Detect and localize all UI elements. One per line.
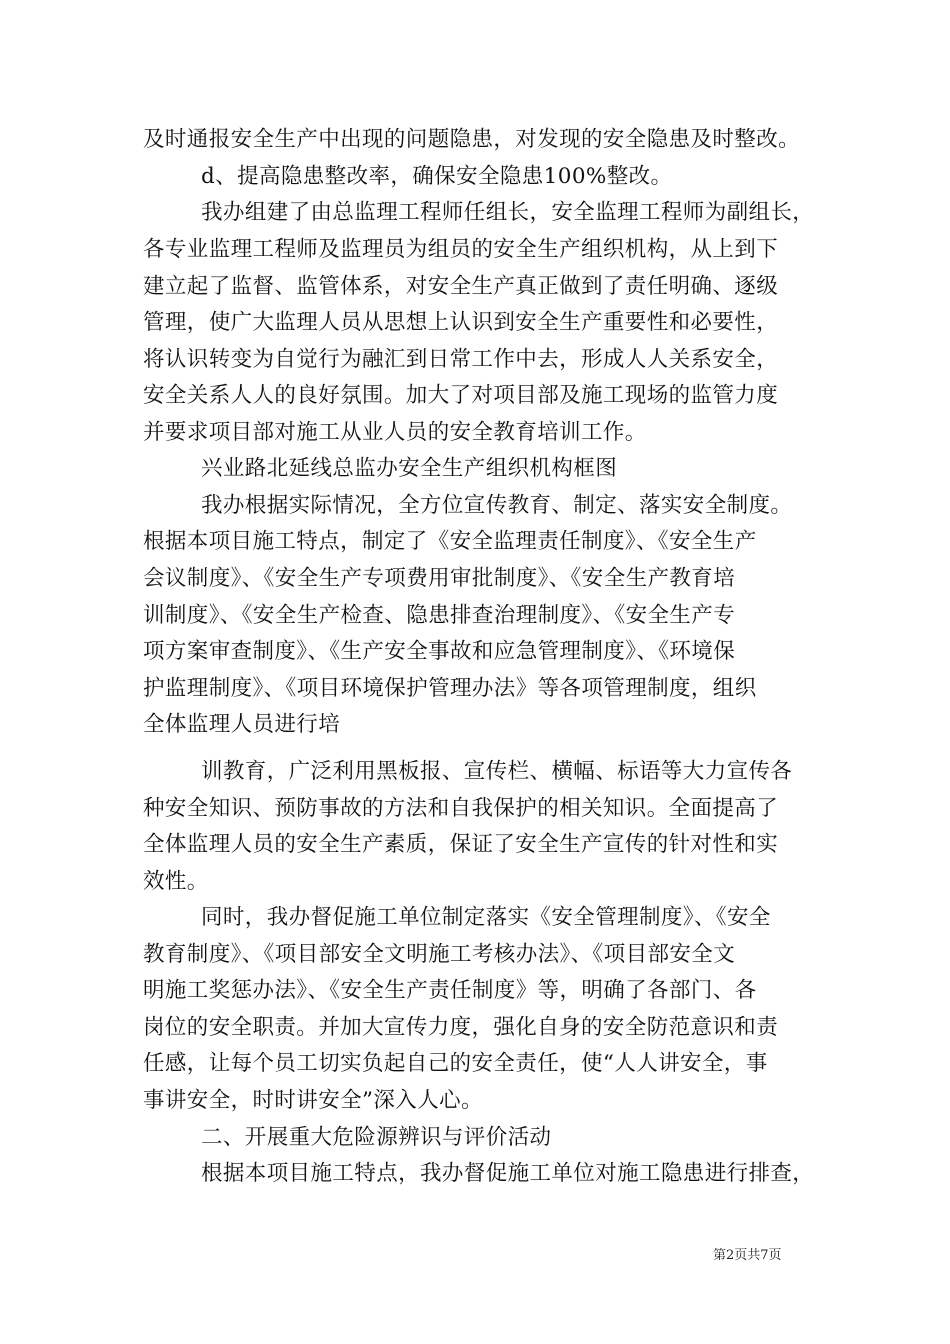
section-heading: 二、开展重大危险源辨识与评价活动 xyxy=(201,1125,552,1150)
text-line: 训制度》、《安全生产检查、隐患排查治理制度》、《安全生产专 xyxy=(143,603,736,628)
text-line: 我办根据实际情况，全方位宣传教育、制定、落实安全制度。 xyxy=(201,493,793,518)
text-line: 全体监理人员的安全生产素质，保证了安全生产宣传的针对性和实 xyxy=(143,832,779,857)
text-line: 各专业监理工程师及监理员为组员的安全生产组织机构，从上到下 xyxy=(143,237,779,262)
page-number-footer: 第2页共7页 xyxy=(713,1248,782,1263)
text-line: 事讲安全，时时讲安全”深入人心。 xyxy=(143,1088,483,1113)
text-line: 建立起了监督、监管体系，对安全生产真正做到了责任明确、逐级 xyxy=(143,274,779,299)
text-line: 根据本项目施工特点，制定了《安全监理责任制度》、《安全生产 xyxy=(143,529,757,554)
text-line: 明施工奖惩办法》、《安全生产责任制度》等，明确了各部门、各 xyxy=(143,978,757,1003)
text-line: 教育制度》、《项目部安全文明施工考核办法》、《项目部安全文 xyxy=(143,942,736,967)
text-line: 护监理制度》、《项目环境保护管理办法》等各项管理制度，组织 xyxy=(143,676,757,701)
text-line: 并要求项目部对施工从业人员的安全教育培训工作。 xyxy=(143,420,647,445)
text-line: 根据本项目施工特点，我办督促施工单位对施工隐患进行排查， xyxy=(201,1161,815,1186)
text-line: 管理，使广大监理人员从思想上认识到安全生产重要性和必要性， xyxy=(143,310,779,335)
text-line: 将认识转变为自觉行为融汇到日常工作中去，形成人人关系安全， xyxy=(143,347,779,372)
text-line: 岗位的安全职责。并加大宣传力度，强化自身的安全防范意识和责 xyxy=(143,1015,779,1040)
text-line: 训教育，广泛利用黑板报、宣传栏、横幅、标语等大力宣传各 xyxy=(201,759,793,784)
text-line: 项方案审查制度》、《生产安全事故和应急管理制度》、《环境保 xyxy=(143,639,736,664)
text-line: 种安全知识、预防事故的方法和自我保护的相关知识。全面提高了 xyxy=(143,796,779,821)
text-line: 兴业路北延线总监办安全生产组织机构框图 xyxy=(201,456,618,481)
text-line: 安全关系人人的良好氛围。加大了对项目部及施工现场的监管力度 xyxy=(143,383,779,408)
text-line: 我办组建了由总监理工程师任组长，安全监理工程师为副组长， xyxy=(201,200,815,225)
text-line: 任感，让每个员工切实负起自己的安全责任，使“人人讲安全，事 xyxy=(143,1051,768,1076)
text-line: 同时，我办督促施工单位制定落实《安全管理制度》、《安全 xyxy=(201,905,771,930)
text-line: 全体监理人员进行培 xyxy=(143,712,341,737)
text-line: d、提高隐患整改率，确保安全隐患100%整改。 xyxy=(201,164,673,189)
text-line: 会议制度》、《安全生产专项费用审批制度》、《安全生产教育培 xyxy=(143,566,736,591)
text-line: 效性。 xyxy=(143,869,209,894)
text-line: 及时通报安全生产中出现的问题隐患，对发现的安全隐患及时整改。 xyxy=(143,127,801,152)
